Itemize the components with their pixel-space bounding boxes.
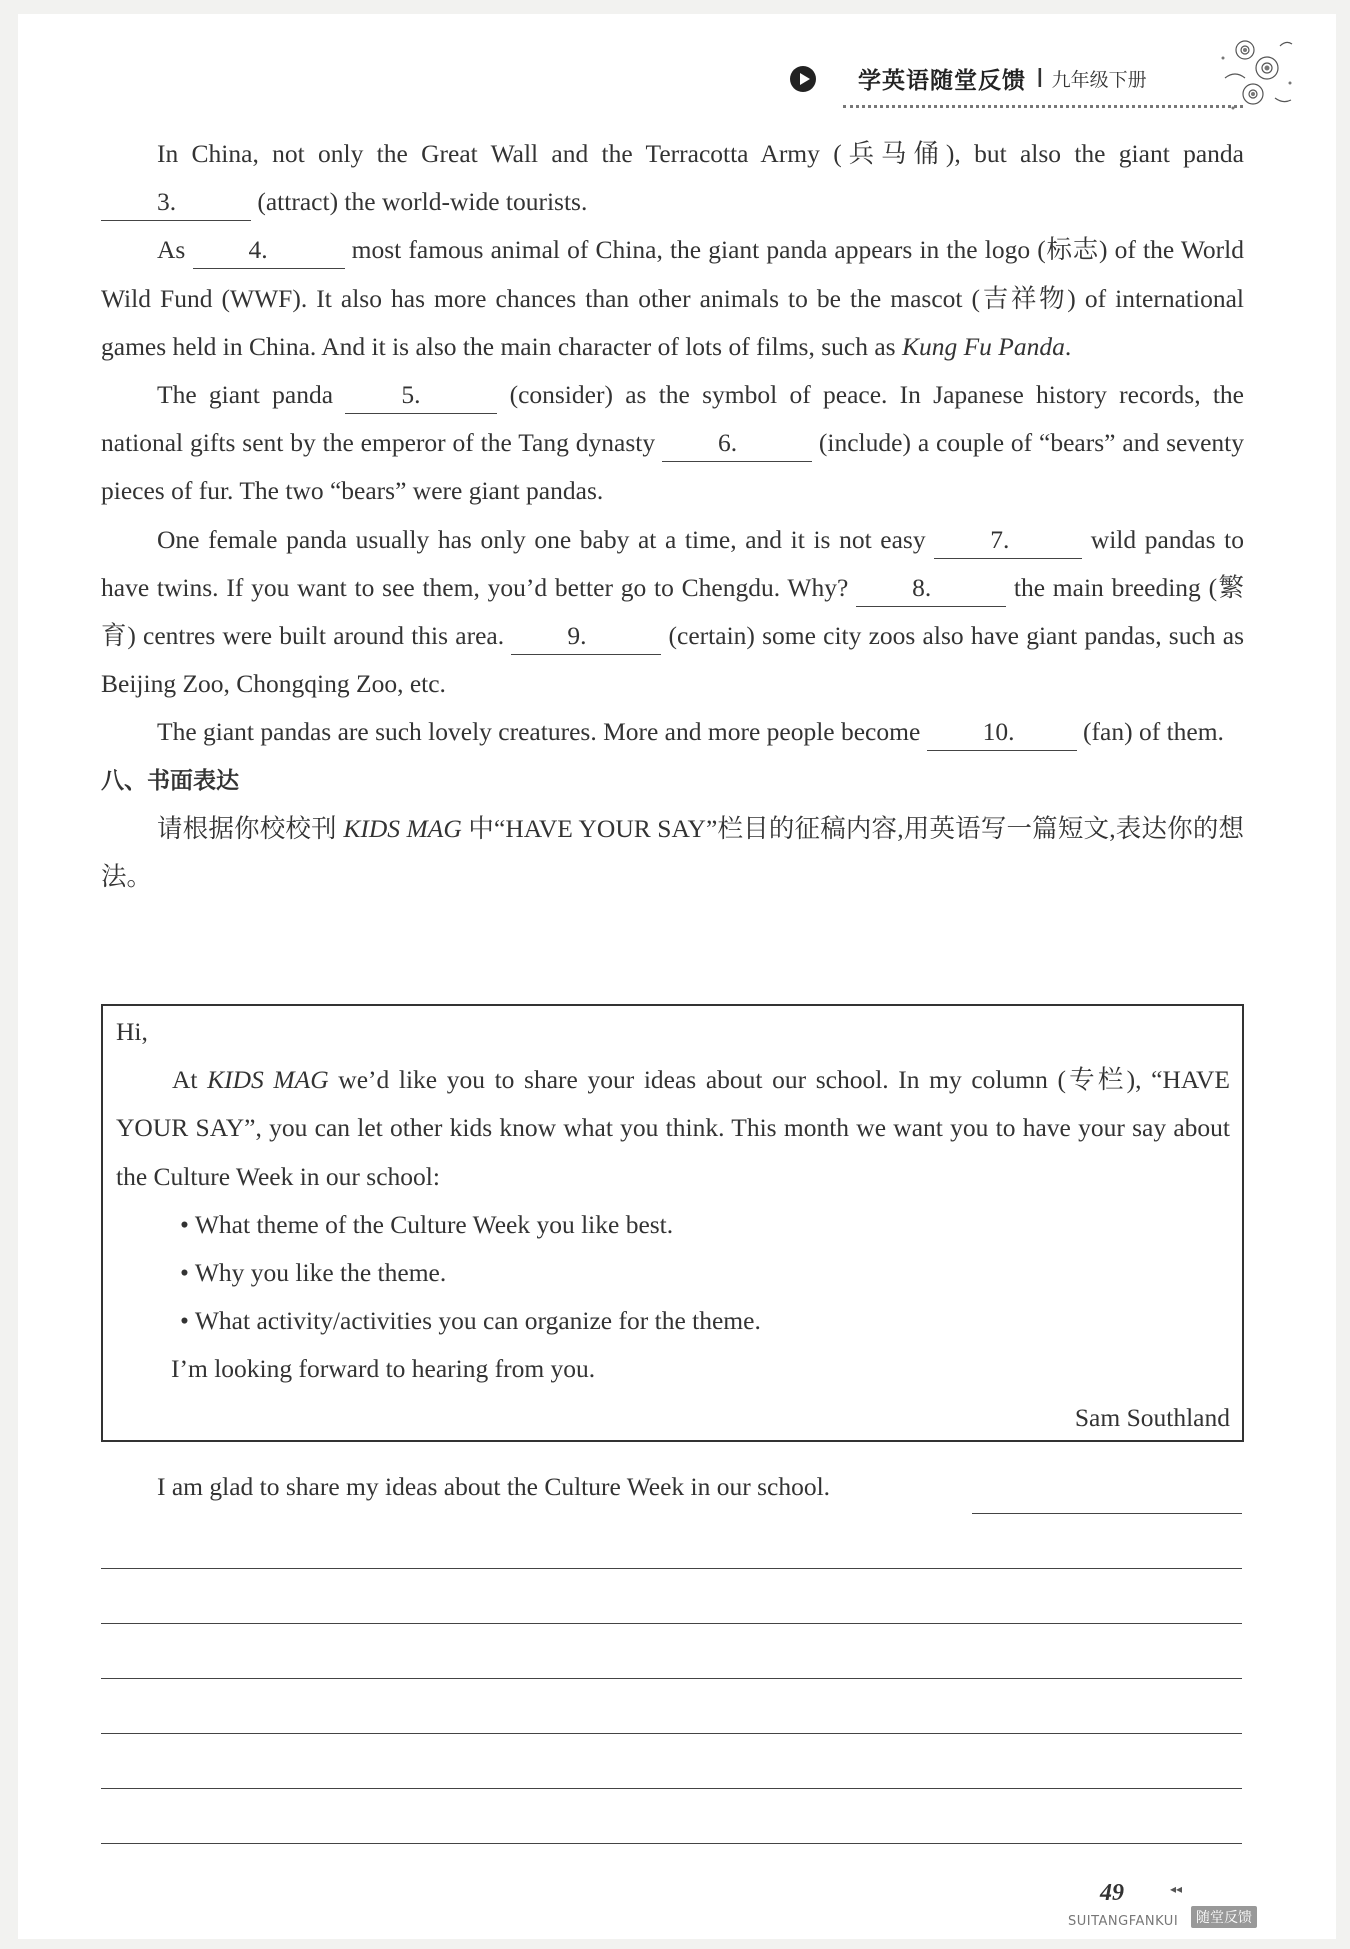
paragraph-2: [101, 226, 1244, 371]
blank-5[interactable]: [345, 377, 497, 414]
letter-signature: Sam Southland: [1074, 1402, 1230, 1432]
passage-text: (attract) the world-wide tourists.: [251, 187, 588, 217]
paragraph-4: [101, 516, 1244, 709]
header-dotted-rule: [843, 105, 1243, 108]
instruction-text: 中“HAVE YOUR SAY”栏目的征稿内容,用英语写一篇短文,表达你的想法。: [101, 813, 1245, 892]
passage-text: (fan) of them.: [1076, 717, 1224, 747]
letter-greeting: Hi,: [116, 1017, 148, 1046]
arrow-left-icon: ◂◂: [1170, 1882, 1183, 1896]
blank-3[interactable]: [101, 184, 251, 221]
answer-line[interactable]: [101, 1623, 1242, 1624]
letter-text: we’d like you to share your ideas about our school. In my column (专栏), “HAVE YOUR SAY”, you can let other kids know what you think. This month we want you to have your say about the Culture Week in our school:: [116, 1065, 1231, 1191]
answer-line[interactable]: [101, 1843, 1242, 1844]
answer-line[interactable]: [101, 1568, 1242, 1569]
answer-prompt: I am glad to share my ideas about the Culture Week in our school.: [157, 1472, 831, 1501]
section-heading: 八、书面表达: [101, 767, 239, 794]
play-icon: [790, 66, 816, 92]
blank-number: 6.: [718, 428, 738, 458]
blank-9[interactable]: [511, 618, 661, 655]
writing-instructions: [101, 805, 1244, 901]
film-title: Kung Fu Panda: [901, 331, 1065, 361]
blank-number: 10.: [982, 717, 1015, 747]
paragraph-1: [101, 130, 1244, 226]
reading-passage: [101, 130, 1244, 901]
book-grade: 九年级下册: [1051, 69, 1147, 91]
blank-number: 8.: [912, 572, 932, 602]
title-separator: I: [1036, 63, 1044, 94]
footer-series-latin: SUITANGFANKUI: [1068, 1914, 1179, 1929]
passage-text: In China, not only the Great Wall and the Terracotta Army (兵马俑), but also the giant panda: [157, 139, 1244, 168]
book-title: 学英语随堂反馈: [858, 68, 1026, 94]
page-number: 49: [1100, 1880, 1124, 1906]
passage-text: The giant pandas are such lovely creatures. More and more people become: [157, 717, 927, 747]
blank-6[interactable]: [662, 425, 812, 462]
footer-series-tag: 随堂反馈: [1191, 1906, 1257, 1928]
letter-bullet: • What activity/activities you can organize for the theme.: [180, 1306, 761, 1336]
letter-text: At: [172, 1065, 208, 1095]
passage-text: One female panda usually has only one baby at a time, and it is not easy: [157, 524, 935, 554]
answer-line[interactable]: [101, 1788, 1242, 1789]
blank-number: 3.: [157, 187, 177, 217]
blank-8[interactable]: [856, 570, 1006, 607]
passage-text: As: [157, 235, 193, 265]
prompt-letter-box: [101, 1004, 1244, 1442]
passage-text: (consider) as the symbol of peace. In Japanese history records, the national gifts sent by the emperor of the Tang dynasty: [101, 380, 1244, 458]
passage-text: most famous animal of China, the giant panda appears in the logo (标志) of the World Wild Fund (WWF). It also has more chances than other animals to be the mascot (吉祥物) of international games held in China. And it is also the main character of lots of films, such as: [101, 235, 1244, 361]
passage-text: the main breeding (繁育) centres were built around this area.: [101, 572, 1244, 651]
instruction-text: 请根据你校校刊: [157, 813, 344, 843]
blank-number: 7.: [990, 524, 1010, 554]
passage-text: The giant panda: [157, 380, 346, 410]
blank-10[interactable]: [927, 714, 1077, 751]
blank-7[interactable]: [934, 522, 1082, 559]
passage-text: .: [1064, 331, 1072, 361]
magazine-name: KIDS MAG: [343, 813, 462, 843]
letter-bullet: • Why you like the theme.: [180, 1258, 447, 1288]
blank-number: 9.: [567, 621, 587, 651]
letter-bullet: • What theme of the Culture Week you like best.: [180, 1209, 674, 1239]
letter-closing: I’m looking forward to hearing from you.: [171, 1354, 596, 1384]
answer-line[interactable]: [101, 1733, 1242, 1734]
flower-decoration-icon: [1205, 28, 1300, 123]
letter-body: [116, 1056, 1230, 1201]
paragraph-5: [101, 708, 1244, 756]
page-header: [790, 62, 1147, 95]
answer-first-line[interactable]: [972, 1513, 1242, 1514]
passage-text: wild pandas to have twins. If you want to see them, you’d better go to Chengdu. Why?: [101, 524, 1244, 602]
blank-number: 4.: [248, 235, 268, 265]
blank-number: 5.: [401, 380, 421, 410]
blank-4[interactable]: [193, 232, 345, 269]
magazine-name: KIDS MAG: [207, 1065, 329, 1095]
passage-text: (include) a couple of “bears” and seventy pieces of fur. The two “bears” were giant pandas.: [101, 428, 1244, 506]
paragraph-3: [101, 371, 1244, 516]
passage-text: (certain) some city zoos also have giant pandas, such as Beijing Zoo, Chongqing Zoo, etc.: [101, 621, 1245, 699]
answer-line[interactable]: [101, 1678, 1242, 1679]
